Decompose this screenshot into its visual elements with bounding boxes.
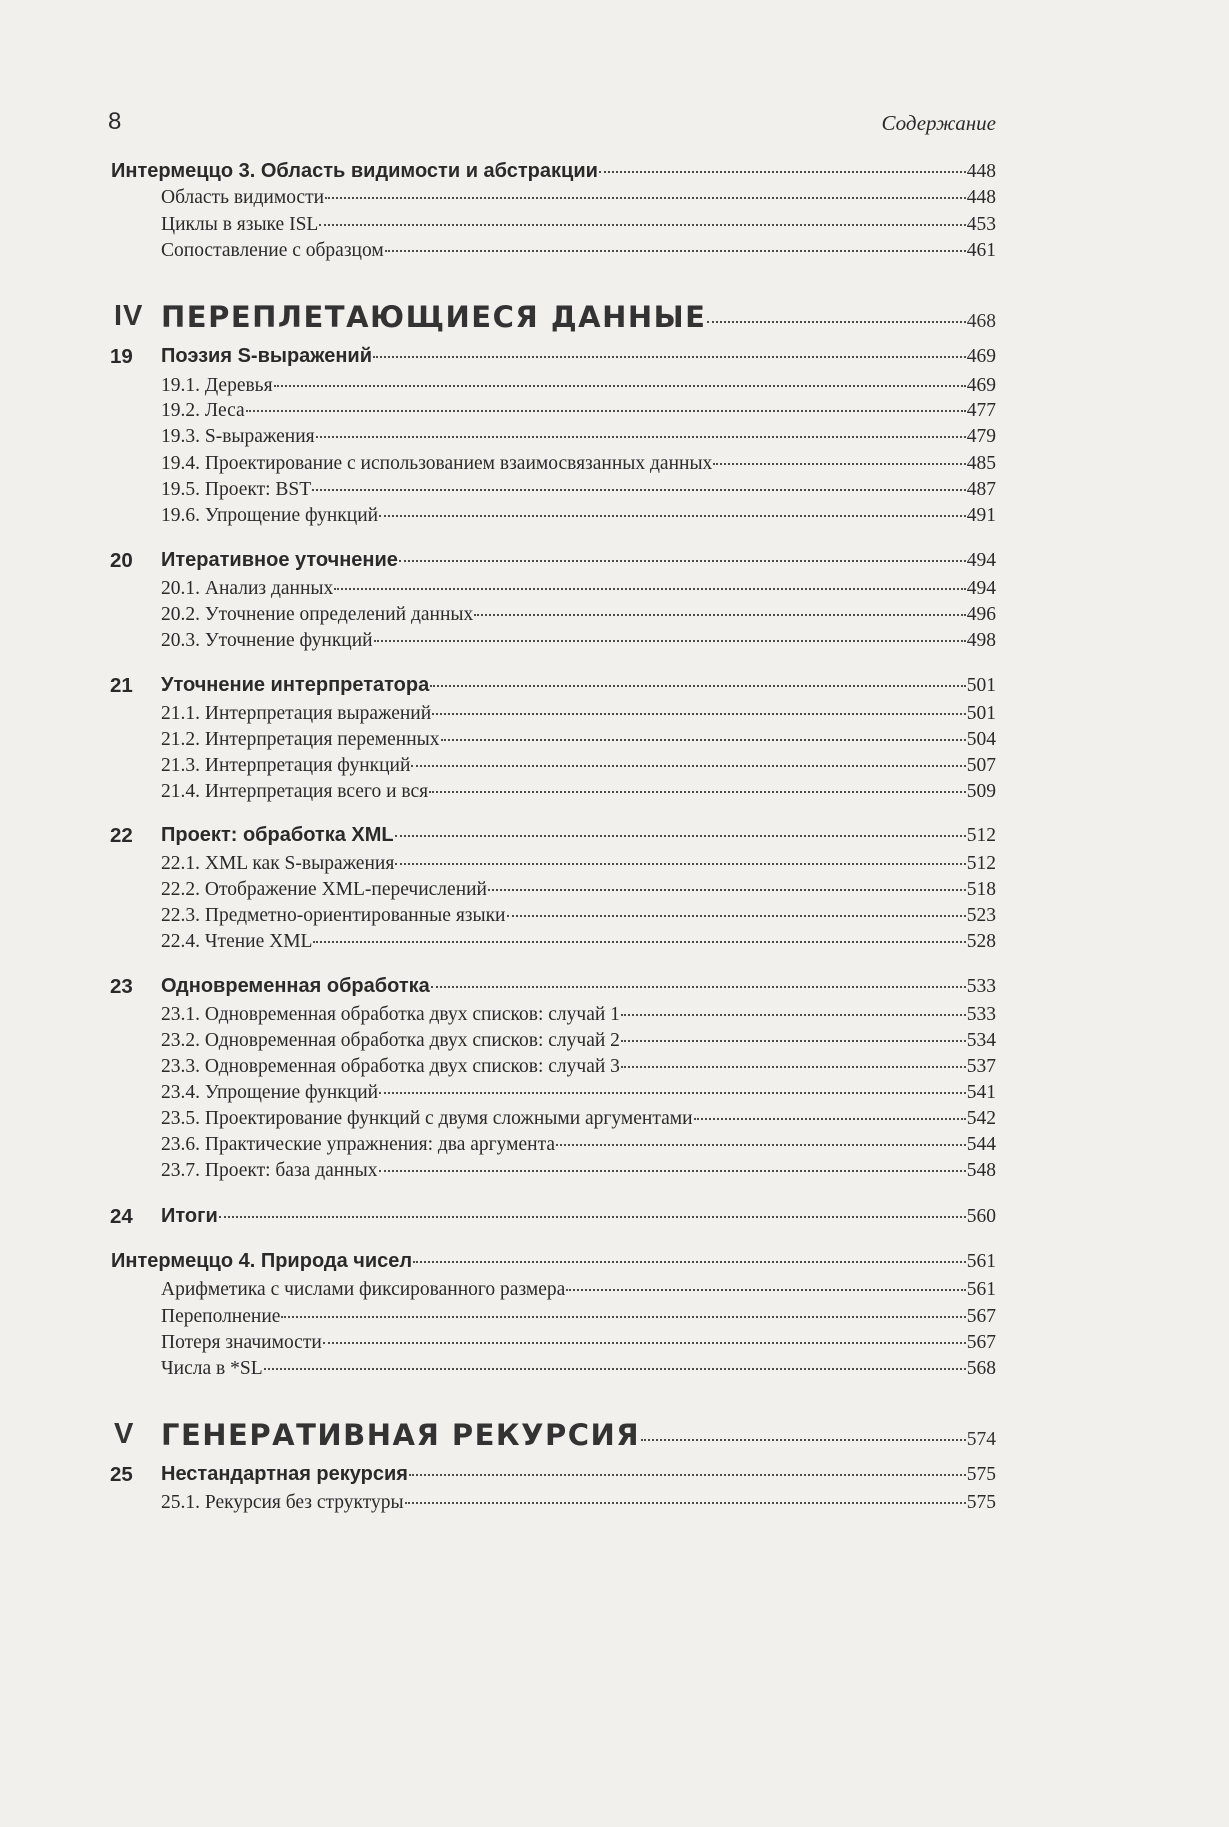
toc-entry-page: 477 xyxy=(966,400,996,421)
toc-entry-page: 469 xyxy=(966,346,996,367)
toc-entry-sub xyxy=(161,604,996,626)
toc-entry-title: Числа в *SL xyxy=(161,1358,263,1379)
toc-entry-page: 528 xyxy=(966,931,996,952)
toc-entry-title: Сопоставление с образцом xyxy=(161,240,384,261)
toc-entry-title: Проект: обработка XML xyxy=(161,824,394,846)
dot-leader xyxy=(507,915,966,917)
dot-leader xyxy=(399,560,966,562)
toc-entry-page: 523 xyxy=(966,905,996,926)
toc-entry-part xyxy=(114,1418,996,1452)
toc-entry-title: 19.2. Леса xyxy=(161,400,245,421)
toc-entry-title: 21.4. Интерпретация всего и вся xyxy=(161,781,429,802)
toc-entry-title: 20.2. Уточнение определений данных xyxy=(161,604,474,625)
dot-leader xyxy=(395,863,965,865)
dot-leader xyxy=(323,1342,966,1344)
toc-entry-page: 507 xyxy=(966,755,996,776)
toc-entry-page: 501 xyxy=(966,675,996,696)
toc-entry-page: 509 xyxy=(966,781,996,802)
dot-leader xyxy=(713,463,965,465)
toc-entry-chapter xyxy=(110,345,996,368)
toc-entry-sub xyxy=(161,1332,996,1354)
dot-leader xyxy=(641,1439,966,1441)
toc-entry-title: 21.1. Интерпретация выражений xyxy=(161,703,432,724)
toc-entry-title: 20.3. Уточнение функций xyxy=(161,630,373,651)
dot-leader xyxy=(373,356,966,358)
toc-entry-title: Интермеццо 3. Область видимости и абстракции xyxy=(111,160,598,182)
toc-entry-sub xyxy=(161,729,996,751)
toc-entry-page: 479 xyxy=(966,426,996,447)
toc-entry-sub xyxy=(161,505,996,527)
dot-leader xyxy=(395,835,966,837)
dot-leader xyxy=(488,889,966,891)
toc-entry-sub xyxy=(161,479,996,501)
toc-entry-page: 575 xyxy=(966,1464,996,1485)
dot-leader xyxy=(385,250,966,252)
toc-entry-sub xyxy=(161,578,996,600)
toc-entry-chapter xyxy=(110,1205,996,1228)
dot-leader xyxy=(694,1118,966,1120)
dot-leader xyxy=(379,1170,966,1172)
toc-entry-title: Итеративное уточнение xyxy=(161,549,398,571)
toc-entry-sub xyxy=(161,1082,996,1104)
dot-leader xyxy=(599,171,966,173)
toc-entry-title: 21.3. Интерпретация функций xyxy=(161,755,411,776)
toc-entry-page: 533 xyxy=(966,1004,996,1025)
toc-entry-sub xyxy=(161,1004,996,1026)
toc-entry-title: 19.3. S-выражения xyxy=(161,426,315,447)
toc-entry-page: 518 xyxy=(966,879,996,900)
toc-entry-title: Потеря значимости xyxy=(161,1332,322,1353)
dot-leader xyxy=(621,1066,966,1068)
toc-entry-page: 461 xyxy=(966,240,996,261)
running-head: Содержание xyxy=(881,111,996,135)
toc-entry-sub xyxy=(161,1134,996,1156)
toc-entry-sub xyxy=(161,453,996,475)
toc-entry-page: 567 xyxy=(966,1306,996,1327)
dot-leader xyxy=(379,1092,966,1094)
toc-entry-inter xyxy=(111,1250,996,1273)
toc-entry-title: 19.4. Проектирование с использованием взаимосвязанных данных xyxy=(161,453,713,474)
dot-leader xyxy=(441,739,966,741)
toc-entry-page: 468 xyxy=(966,311,996,332)
toc-entry-page: 498 xyxy=(966,630,996,651)
toc-entry-page: 568 xyxy=(966,1358,996,1379)
toc-entry-title: 22.1. XML как S-выражения xyxy=(161,853,395,874)
toc-entry-page: 534 xyxy=(966,1030,996,1051)
chapter-number: 22 xyxy=(110,824,133,847)
dot-leader xyxy=(432,713,966,715)
toc-entry-inter xyxy=(111,160,996,183)
toc-entry-page: 541 xyxy=(966,1082,996,1103)
toc-entry-title: Уточнение интерпретатора xyxy=(161,674,430,696)
chapter-number: 25 xyxy=(110,1463,133,1486)
toc-entry-page: 494 xyxy=(966,550,996,571)
dot-leader xyxy=(274,385,966,387)
toc-entry-title: Переполнение xyxy=(161,1306,281,1327)
toc-entry-sub xyxy=(161,781,996,803)
toc-entry-title: Поэзия S-выражений xyxy=(161,345,372,367)
toc-entry-title: 19.1. Деревья xyxy=(161,375,273,396)
dot-leader xyxy=(429,791,966,793)
toc-entry-sub xyxy=(161,931,996,953)
toc-entry-page: 560 xyxy=(966,1206,996,1227)
toc-entry-chapter xyxy=(110,824,996,847)
toc-entry-title: 23.7. Проект: база данных xyxy=(161,1160,378,1181)
toc-entry-title: Нестандартная рекурсия xyxy=(161,1463,408,1485)
toc-entry-chapter xyxy=(110,975,996,998)
dot-leader xyxy=(374,640,966,642)
dot-leader xyxy=(409,1474,966,1476)
toc-entry-title: 23.6. Практические упражнения: два аргумента xyxy=(161,1134,556,1155)
toc-entry-title: ПЕРЕПЛЕТАЮЩИЕСЯ ДАННЫЕ xyxy=(161,300,707,334)
toc-entry-page: 504 xyxy=(966,729,996,750)
toc-entry-title: 22.4. Чтение XML xyxy=(161,931,313,952)
toc-entry-sub xyxy=(161,375,996,397)
toc-entry-title: Одновременная обработка xyxy=(161,975,430,997)
toc-entry-sub xyxy=(161,187,996,209)
toc-entry-title: 20.1. Анализ данных xyxy=(161,578,334,599)
toc-entry-page: 561 xyxy=(966,1279,996,1300)
dot-leader xyxy=(379,515,966,517)
dot-leader xyxy=(556,1144,966,1146)
toc-entry-page: 533 xyxy=(966,976,996,997)
toc-entry-sub xyxy=(161,1160,996,1182)
toc-entry-page: 494 xyxy=(966,578,996,599)
toc-entry-title: 19.6. Упрощение функций xyxy=(161,505,379,526)
page-number: 8 xyxy=(108,108,122,135)
toc-entry-title: 22.3. Предметно-ориентированные языки xyxy=(161,905,506,926)
dot-leader xyxy=(246,410,966,412)
toc-entry-page: 574 xyxy=(966,1429,996,1450)
toc-entry-sub xyxy=(161,240,996,262)
toc-entry-chapter xyxy=(110,549,996,572)
toc-entry-page: 448 xyxy=(966,187,996,208)
dot-leader xyxy=(219,1216,966,1218)
toc-entry-title: 23.1. Одновременная обработка двух списков: случай 1 xyxy=(161,1004,620,1025)
dot-leader xyxy=(264,1368,966,1370)
toc-entry-title: 19.5. Проект: BST xyxy=(161,479,312,500)
toc-entry-title: Интермеццо 4. Природа чисел xyxy=(111,1250,413,1272)
chapter-number: 21 xyxy=(110,674,133,697)
dot-leader xyxy=(313,941,965,943)
toc-entry-chapter xyxy=(110,674,996,697)
toc-entry-page: 512 xyxy=(966,825,996,846)
toc-entry-part xyxy=(114,300,996,334)
toc-entry-sub xyxy=(161,1358,996,1380)
toc-entry-sub xyxy=(161,426,996,448)
toc-entry-sub xyxy=(161,630,996,652)
dot-leader xyxy=(566,1289,965,1291)
toc-entry-title: 21.2. Интерпретация переменных xyxy=(161,729,440,750)
toc-entry-title: 23.5. Проектирование функций с двумя сложными аргументами xyxy=(161,1108,693,1129)
dot-leader xyxy=(411,765,965,767)
toc-entry-sub xyxy=(161,1030,996,1052)
toc-entry-page: 542 xyxy=(966,1108,996,1129)
dot-leader xyxy=(413,1261,966,1263)
dot-leader xyxy=(621,1040,966,1042)
toc-entry-page: 561 xyxy=(966,1251,996,1272)
toc-entry-title: Арифметика с числами фиксированного размера xyxy=(161,1279,566,1300)
chapter-number: 20 xyxy=(110,549,133,572)
chapter-number: 19 xyxy=(110,345,133,368)
toc-entry-title: 25.1. Рекурсия без структуры xyxy=(161,1492,404,1513)
toc-entry-title: Циклы в языке ISL xyxy=(161,214,319,235)
toc-entry-sub xyxy=(161,703,996,725)
dot-leader xyxy=(707,321,965,323)
chapter-number: 24 xyxy=(110,1205,133,1228)
toc-entry-sub xyxy=(161,755,996,777)
toc-entry-sub xyxy=(161,1056,996,1078)
dot-leader xyxy=(431,986,966,988)
toc-entry-page: 567 xyxy=(966,1332,996,1353)
toc-entry-sub xyxy=(161,1108,996,1130)
dot-leader xyxy=(621,1014,966,1016)
chapter-number: 23 xyxy=(110,975,133,998)
dot-leader xyxy=(312,489,966,491)
dot-leader xyxy=(474,614,965,616)
toc-entry-title: 23.3. Одновременная обработка двух списков: случай 3 xyxy=(161,1056,620,1077)
toc-entry-sub xyxy=(161,400,996,422)
dot-leader xyxy=(325,197,966,199)
part-number: V xyxy=(114,1418,135,1450)
toc-entry-page: 548 xyxy=(966,1160,996,1181)
dot-leader xyxy=(281,1316,965,1318)
toc-entry-page: 487 xyxy=(966,479,996,500)
toc-entry-sub xyxy=(161,879,996,901)
toc-entry-sub xyxy=(161,1306,996,1328)
dot-leader xyxy=(430,685,966,687)
toc-entry-page: 453 xyxy=(966,214,996,235)
dot-leader xyxy=(316,436,966,438)
dot-leader xyxy=(405,1502,966,1504)
toc-entry-page: 501 xyxy=(966,703,996,724)
toc-entry-page: 469 xyxy=(966,375,996,396)
toc-entry-sub xyxy=(161,905,996,927)
dot-leader xyxy=(334,588,965,590)
toc-entry-page: 512 xyxy=(966,853,996,874)
part-number: IV xyxy=(114,300,144,332)
toc-entry-title: 23.2. Одновременная обработка двух списков: случай 2 xyxy=(161,1030,620,1051)
toc-entry-title: 23.4. Упрощение функций xyxy=(161,1082,379,1103)
toc-entry-page: 491 xyxy=(966,505,996,526)
toc-entry-sub xyxy=(161,853,996,875)
dot-leader xyxy=(319,224,965,226)
toc-entry-title: Область видимости xyxy=(161,187,325,208)
toc-entry-page: 544 xyxy=(966,1134,996,1155)
toc-entry-title: 22.2. Отображение XML-перечислений xyxy=(161,879,487,900)
toc-entry-sub xyxy=(161,1492,996,1514)
toc-entry-page: 537 xyxy=(966,1056,996,1077)
toc-entry-page: 448 xyxy=(966,161,996,182)
toc-entry-page: 575 xyxy=(966,1492,996,1513)
toc-entry-sub xyxy=(161,214,996,236)
toc-entry-chapter xyxy=(110,1463,996,1486)
toc-entry-title: Итоги xyxy=(161,1205,218,1227)
toc-entry-sub xyxy=(161,1279,996,1301)
toc-entry-page: 496 xyxy=(966,604,996,625)
toc-entry-title: ГЕНЕРАТИВНАЯ РЕКУРСИЯ xyxy=(161,1418,641,1452)
toc-entry-page: 485 xyxy=(966,453,996,474)
